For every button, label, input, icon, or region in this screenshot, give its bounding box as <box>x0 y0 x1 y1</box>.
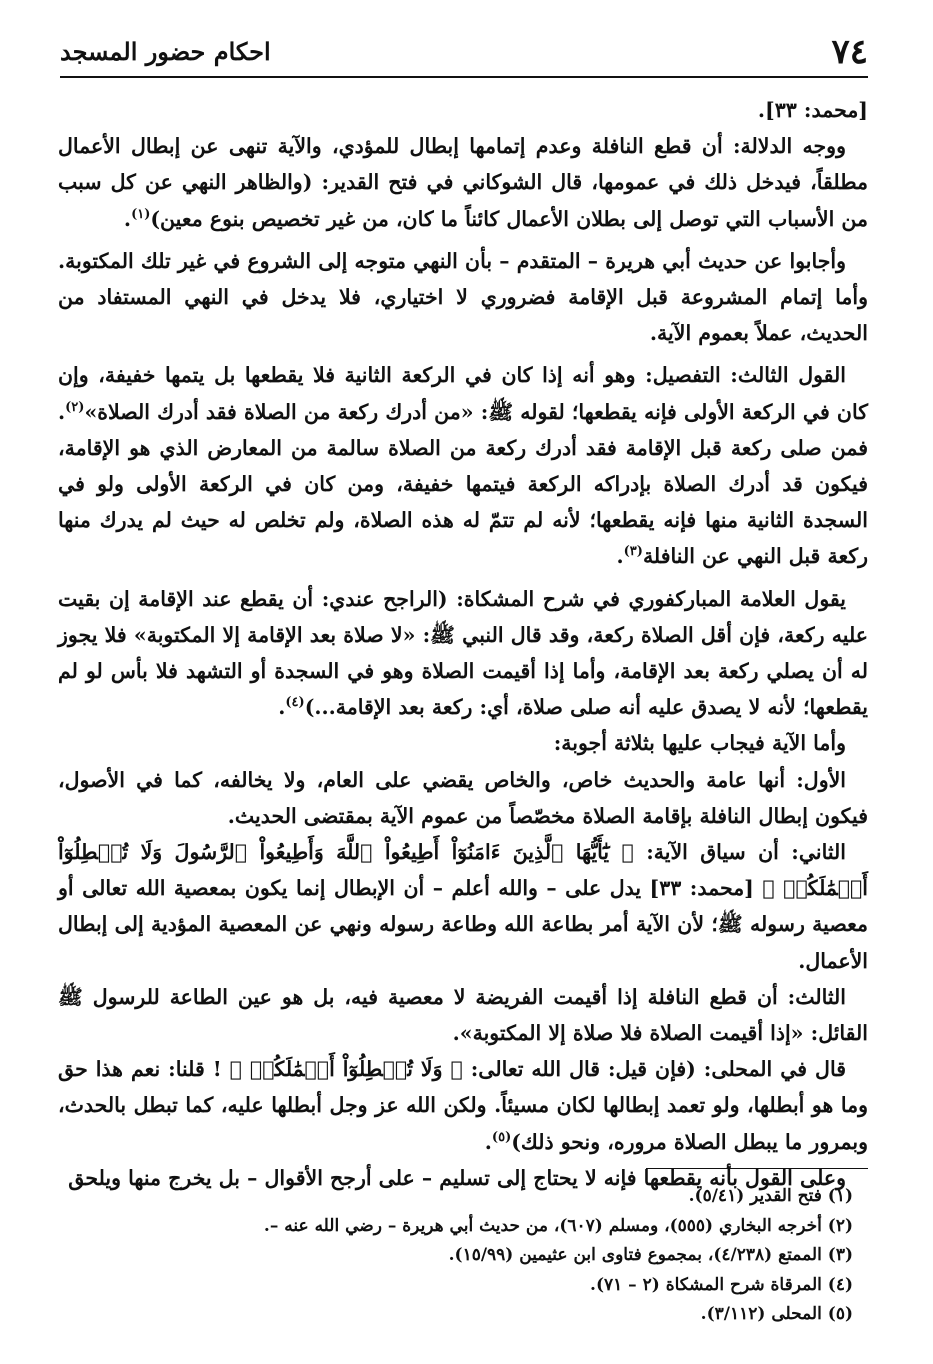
footnote-ref: (٥) <box>491 1129 512 1145</box>
paragraph: الثاني: أن سياق الآية: ﴿ يَٰٓأَيُّهَا ٱلَّذِينَ ءَامَنُوٓاْ أَطِيعُواْ ٱللَّهَ وَأَطِيعُواْ ٱلرَّسُولَ وَلَا تُبۡطِلُوٓاْ أَعۡمَٰلَكُمۡ ﴾ [محمد: ٣٣] يدل على – والله أعلم – أن الإبطال إنما يكون بمعصية الله تعالى أو معصية رسوله ﷺ؛ لأن الآية أمر بطاعة الله وطاعة رسوله ونهي عن المعصية المؤدية إلى إبطال الأعمال. <box>58 840 869 973</box>
paragraph: الثالث: أن قطع النافلة إذا أقيمت الفريضة لا معصية فيه، بل هو عين الطاعة للرسول ﷺ القائل: «إذا أقيمت الصلاة فلا صلاة إلا المكتوبة». <box>58 984 868 1046</box>
paragraph: قال في المحلى: (فإن قيل: قال الله تعالى: ﴿ وَلَا تُبۡطِلُوٓاْ أَعۡمَٰلَكُمۡ ﴾ ! قلنا: نعم هذا حق وما هو أبطلها، ولو تعمد إبطالها لكان مسيئاً. ولكن الله عز وجل أبطلها عليه، كما تبطل بالحدث، وبمرور ما يبطل الصلاة مروره، ونحو ذلك)$^{(٥)}$. <box>58 1057 868 1154</box>
paragraph: وأما الآية فيجاب عليها بثلاثة أجوبة: <box>553 731 846 756</box>
footnote-ref: (٣) <box>623 544 643 560</box>
page-number: ٧٤ <box>831 32 868 72</box>
footnotes <box>58 1182 853 1330</box>
footnote-ref: (٤) <box>285 695 305 711</box>
footnote-ref: (٢) <box>65 399 85 415</box>
footnote: (٥) المحلى (٣/١١٢). <box>700 1304 853 1324</box>
footnote-separator <box>646 1168 868 1169</box>
paragraph: الأول: أنها عامة والحديث خاص، والخاص يقضي على العام، ولا يخالفه، كما في الأصول، فيكون إبطال النافلة بإقامة الصلاة مخصّصاً من عموم الآية بمقتضى الحديث. <box>58 767 868 828</box>
page-header <box>60 28 868 78</box>
footnote-ref: (١) <box>131 206 151 222</box>
paragraph: القول الثالث: التفصيل: وهو أنه إذا كان في الركعة الثانية فلا يقطعها بل يتمها خفيفة، وإن كان في الركعة الأولى فإنه يقطعها؛ لقوله ﷺ: «من أدرك ركعة من الصلاة فقد أدرك الصلاة»$^{(٢)}$. فمن صلى ركعة قبل الإقامة فقد أدرك ركعة من الصلاة سالمة من المعارض الذي هو الإقامة، فيكون قد أدرك الصلاة بإدراكه الركعة فيتمها خفيفة، ومن كان في الركعة الأولى ولو في السجدة الثانية منها فإنه يقطعها؛ لأنه لم تتمّ له هذه الصلاة، ولم تخلص له حيث لم يدرك منها ركعة قبل النهي عن النافلة$^{(٣)}$. <box>58 363 868 569</box>
paragraph: وأجابوا عن حديث أبي هريرة – المتقدم – بأن النهي متوجه إلى الشروع في غير تلك المكتوبة. وأما إتمام المشروعة قبل الإقامة فضروري لا اختياري، فلا يدخل في النهي المستفاد من الحديث، عملاً بعموم الآية. <box>58 248 868 346</box>
paragraph: وعلى القول بأنه يقطعها فإنه لا يحتاج إلى تسليم – على أرجح الأقوال – بل يخرج منها ويلحق <box>68 1165 846 1190</box>
paragraph: يقول العلامة المباركفوري في شرح المشكاة: (الراجح عندي: أن يقطع عند الإقامة إن بقيت عليه ركعة، فإن أقل الصلاة ركعة، وقد قال النبي ﷺ: «لا صلاة بعد الإقامة إلا المكتوبة» فلا يجوز له أن يصلي ركعة بعد الإقامة، وأما إذا أقيمت الصلاة وهو في السجدة أو التشهد فلا بأس لو لم يقطعها؛ لأنه لا يصدق عليه أنه صلى صلاة، أي: ركعة بعد الإقامة...)$^{(٤)}$. <box>58 586 868 720</box>
paragraph: ووجه الدلالة: أن قطع النافلة وعدم إتمامها إبطال للمؤدي، والآية تنهى عن إبطال الأعمال مطلقاً، فيدخل ذلك في عمومها، قال الشوكاني في فتح القدير: (والظاهر النهي عن كل سبب من الأسباب التي توصل إلى بطلان الأعمال كائناً ما كان، من غير تخصيص بنوع معين)$^{(١)}$. <box>58 134 868 231</box>
footnote: (١) فتح القدير (٥/٤١). <box>688 1186 853 1206</box>
running-title: احكام حضور المسجد <box>60 37 271 66</box>
main-text <box>58 92 868 1196</box>
footnote: (٢) أخرجه البخاري (٥٥٥)، ومسلم (٦٠٧)، من حديث أبي هريرة – رضي الله عنه –. <box>263 1215 853 1236</box>
footnote: (٣) الممتع (٤/٢٣٨)، بمجموع فتاوى ابن عثيمين (١٥/٩٩). <box>448 1245 853 1265</box>
paragraph: [محمد: ٣٣]. <box>757 98 868 122</box>
footnote: (٤) المرقاة شرح المشكاة (٢ – ٧١). <box>590 1274 853 1295</box>
